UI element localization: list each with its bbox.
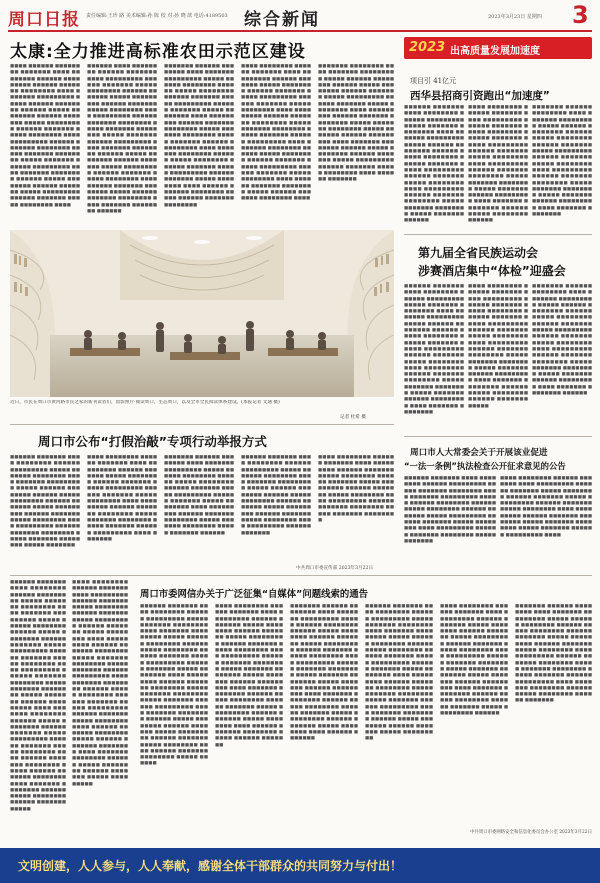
- online-body-column: ■■■■ ■■■■■■■■ ■■■■■■ ■■■■■■■ ■■■■ ■■■■■■■■■ ■■■■■■ ■■■■■■■ ■■■■■ ■■■■■■■■ ■■■■■■ ■■■■■■■ ■■■■■ ■■■■■■■■■ ■■■■■■ ■■■■■■■ ■■■■■ ■■■■■■■■ ■■■■ ■■■■■■■■■ ■■■■■■ ■■■■■■■ ■■■■■■■■ ■■■■■ ■■■■■■■ ■■■■■■■■ ■■■■■ ■■■■■■■ ■■■■■■ ■■■■■■■■■ ■■■■ ■■■■■■■ ■■■■■■■■ ■■■■■■ ■■■■■ ■■■■■■■■ ■■■■■■ ■■■■■■■ ■■■■■ ■■■■■■■■■ ■■■■■■: [440, 604, 508, 717]
- library-photo: [10, 230, 394, 397]
- banner-prefix: 2023: [409, 40, 446, 55]
- sports-body-column: ■■■■ ■■■■■■■■ ■■■■■■ ■■■■■■■ ■■■■ ■■■■■■■■■ ■■■■■■ ■■■■■■■ ■■■■■ ■■■■■■■■ ■■■■■■ ■■■■■■■ ■■■■■ ■■■■■■■■■ ■■■■■■ ■■■■■■■ ■■■■■ ■■■■■■■■ ■■■■ ■■■■■■■■■ ■■■■■■ ■■■■■■■ ■■■■■■■■ ■■■■■ ■■■■■■■ ■■■■■■■■ ■■■■■ ■■■■■■■ ■■■■■■ ■■■■■■■■■ ■■■■ ■■■■■■■ ■■■■■■■■ ■■■■■■ ■■■■■ ■■■■■■■■ ■■■■■■ ■■■■■■■ ■■■■■: [468, 284, 528, 409]
- section-divider: [10, 424, 394, 425]
- high-quality-banner: [404, 37, 592, 59]
- sports-body-columns: [404, 284, 592, 432]
- footer-slogan: 文明创建，人人参与，人人奉献，感谢全体干部群众的共同努力与付出！: [18, 859, 403, 873]
- section-divider: [10, 575, 592, 576]
- xihua-body-column: ■■■■■■■ ■■■■■■ ■■■■■■■■ ■■■■ ■■■■■■■ ■■■■■■■■■ ■■■■■ ■■■■■■ ■■■■■■■■ ■■■■■■ ■■■■■ ■■■■■■■■ ■■■■■■ ■■■■■■■ ■■■■■ ■■■■■■■■■ ■■■■■■ ■■■■■■■ ■■■■■ ■■■■■■■■ ■■■■ ■■■■■■■■■ ■■■■■■ ■■■■■■■ ■■■■■■■■ ■■■■■ ■■■■■■■ ■■■■■■■■ ■■■■■ ■■■■■■■ ■■■■■■ ■■■■■■■■■ ■■■■ ■■■■■■■ ■■■■■■■■: [532, 105, 592, 218]
- sports-headline-line1: 第九届全省民族运动会: [418, 246, 539, 260]
- masthead-rule: [8, 30, 592, 32]
- footer-slogan-bar: [0, 848, 600, 883]
- xihua-body-column: ■■■■ ■■■■■■■■ ■■■■■■ ■■■■■■■ ■■■■ ■■■■■■■■■ ■■■■■■ ■■■■■■■ ■■■■■ ■■■■■■■■ ■■■■■■ ■■■■■■■ ■■■■■ ■■■■■■■■■ ■■■■■■ ■■■■■■■ ■■■■■ ■■■■■■■■ ■■■■ ■■■■■■■■■ ■■■■■■ ■■■■■■■ ■■■■■■■■ ■■■■■ ■■■■■■■ ■■■■■■■■ ■■■■■ ■■■■■■■ ■■■■■■ ■■■■■■■■■ ■■■■ ■■■■■■■ ■■■■■■■■ ■■■■■■ ■■■■■ ■■■■■■■■ ■■■■■■: [468, 105, 528, 224]
- online-body-left: [10, 580, 130, 830]
- report-body-column: ■■■■■■ ■■■■■■■ ■■■■ ■■■■■■■■ ■■■■■■ ■■■■■■■■■ ■■■■■ ■■■■■■■ ■■■■■■■■ ■■■■ ■■■■■■■ ■■■■■■■■■ ■■■■■ ■■■■■■ ■■■■■■■■ ■■■■■■ ■■■■■ ■■■■■■■■ ■■■■■■ ■■■■■■■ ■■■■■ ■■■■■■■■■ ■■■■■■ ■■■■■■■ ■■■■■ ■■■■■■■■ ■■■■ ■■■■■■■■■ ■■■■■■ ■■■■■■■: [241, 455, 311, 536]
- page-date: 2023年3月23日 星期四: [488, 14, 542, 20]
- notice-headline-line2: “一法一条例”执法检查公开征求意见的公告: [404, 461, 566, 471]
- notice-body-column: ■■■■ ■■■■■■■■ ■■■■■■ ■■■■■■■ ■■■■ ■■■■■■■■■ ■■■■■■ ■■■■■■■ ■■■■■ ■■■■■■■■ ■■■■■■ ■■■■■■■ ■■■■■ ■■■■■■■■■ ■■■■■■ ■■■■■■■ ■■■■■ ■■■■■■■■ ■■■■ ■■■■■■■■■ ■■■■■■ ■■■■■■■ ■■■■■■■■ ■■■■■ ■■■■■■■ ■■■■■■■■ ■■■■■ ■■■■■■■ ■■■■■■ ■■■■■■■■■ ■■■■: [500, 476, 592, 538]
- online-body-column: ■■■■■■ ■■■■■■■ ■■■■ ■■■■■■■■ ■■■■■■ ■■■■■■■■■ ■■■■■ ■■■■■■■ ■■■■■■■■ ■■■■ ■■■■■■■ ■■■■■■■■■ ■■■■■ ■■■■■■ ■■■■■■■■ ■■■■■■ ■■■■■ ■■■■■■■■ ■■■■■■ ■■■■■■■ ■■■■■ ■■■■■■■■■ ■■■■■■ ■■■■■■■ ■■■■■ ■■■■■■■■ ■■■■ ■■■■■■■■■ ■■■■■■ ■■■■■■■ ■■■■■■■■ ■■■■■ ■■■■■■■ ■■■■■■■■ ■■■■■ ■■■■■■■ ■■■■■■ ■■■■■■■■■ ■■■■ ■■■■■■■ ■■■■■■■■ ■■■■■■ ■■■■■ ■■■■■■■■ ■■■■■■ ■■■■■■■ ■■■■■ ■■■■■■■■■ ■■■■■■ ■■■■■■■ ■■■■■ ■■■■■■■■ ■■■■ ■■■■■■ ■■■■■■■ ■■■■■■■■ ■■■■■ ■■■■■■: [140, 604, 208, 767]
- banner-title: 出高质量发展加速度: [450, 46, 540, 57]
- sports-headline-line2: 涉赛酒店集中“体检”迎盛会: [418, 264, 566, 278]
- xihua-headline: 西华县招商引资跑出“加速度”: [410, 90, 550, 102]
- photo-credit: 记者 杜希 摄: [340, 415, 366, 420]
- masthead: [0, 0, 600, 30]
- lead-body-column: ■■■■ ■■■■■■ ■■■■■■■■ ■■■■■■■ ■■■■ ■■■■■■■■ ■■■■■■ ■■■■■■■■■ ■■■■■■ ■■■■■■■ ■■■■■■■■ ■■■■ ■■■■■■■ ■■■■■■■■■ ■■■■■ ■■■■■■ ■■■■■■■■ ■■■■■■ ■■■■■ ■■■■■■■■ ■■■■■■ ■■■■■■■ ■■■■■ ■■■■■■■■■ ■■■■■■ ■■■■■■■ ■■■■■ ■■■■■■■■ ■■■■ ■■■■■■■■■ ■■■■■■ ■■■■■■■ ■■■■■■■■ ■■■■■ ■■■■■■■ ■■■■■■■■ ■■■■■ ■■■■■■■ ■■■■■■ ■■■■■■■■■ ■■■■ ■■■■■■■ ■■■■■■■■ ■■■■■■ ■■■■■ ■■■■■■■■ ■■■■■■ ■■■■■■■ ■■■■■ ■■■■■■■■■ ■■■■■■ ■■■■■■■ ■■■■■ ■■■■■■■■ ■■■■: [10, 64, 80, 208]
- sports-body-column: ■■■■■■ ■■■■■■■ ■■■■ ■■■■■■■■ ■■■■■■ ■■■■■■■■■ ■■■■■ ■■■■■■■ ■■■■■■■■ ■■■■ ■■■■■■■ ■■■■■■■■■ ■■■■■ ■■■■■■ ■■■■■■■■ ■■■■■■ ■■■■■ ■■■■■■■■ ■■■■■■ ■■■■■■■ ■■■■■ ■■■■■■■■■ ■■■■■■ ■■■■■■■ ■■■■■ ■■■■■■■■ ■■■■ ■■■■■■■■■ ■■■■■■ ■■■■■■■ ■■■■■■■■ ■■■■■ ■■■■■■■ ■■■■■■■■ ■■■■■ ■■■■■■■ ■■■■■■ ■■■■■■■■■ ■■■■ ■■■■■■■ ■■■■■■■■: [404, 284, 464, 415]
- sports-body-column: ■■■■■■■ ■■■■■■ ■■■■■■■■ ■■■■ ■■■■■■■ ■■■■■■■■■ ■■■■■ ■■■■■■ ■■■■■■■■ ■■■■■■ ■■■■■ ■■■■■■■■ ■■■■■■ ■■■■■■■ ■■■■■ ■■■■■■■■■ ■■■■■■ ■■■■■■■ ■■■■■ ■■■■■■■■ ■■■■ ■■■■■■■■■ ■■■■■■ ■■■■■■■ ■■■■■■■■ ■■■■■ ■■■■■■■ ■■■■■■■■ ■■■■■ ■■■■■■■ ■■■■■■ ■■■■■■■■■ ■■■■ ■■■■■■■ ■■■■■■■■ ■■■■■■: [532, 284, 592, 397]
- report-body-column: ■■■■■■ ■■■■■■■ ■■■■ ■■■■■■■■ ■■■■■■ ■■■■■■■■■ ■■■■■ ■■■■■■■ ■■■■■■■■ ■■■■ ■■■■■■■ ■■■■■■■■■ ■■■■■ ■■■■■■ ■■■■■■■■ ■■■■■■ ■■■■■ ■■■■■■■■ ■■■■■■ ■■■■■■■ ■■■■■ ■■■■■■■■■ ■■■■■■ ■■■■■■■ ■■■■■ ■■■■■■■■ ■■■■ ■■■■■■■■■ ■■■■■■ ■■■■■■■ ■■■■■■■■ ■■■■■ ■■■■■■■ ■■■■■■■■ ■■■■■ ■■■■■■■: [10, 455, 80, 549]
- lead-headline: 太康:全力推进高标准农田示范区建设: [10, 42, 306, 62]
- report-headline: 周口市公布“打假治敲”专项行动举报方式: [38, 434, 267, 449]
- page-number: 3: [572, 1, 589, 29]
- notice-body-column: ■■■■■■ ■■■■■■■ ■■■■ ■■■■■■■■ ■■■■■■ ■■■■■■■■■ ■■■■■ ■■■■■■■ ■■■■■■■■ ■■■■ ■■■■■■■ ■■■■■■■■■ ■■■■■ ■■■■■■ ■■■■■■■■ ■■■■■■ ■■■■■ ■■■■■■■■ ■■■■■■ ■■■■■■■ ■■■■■ ■■■■■■■■■ ■■■■■■ ■■■■■■■ ■■■■■ ■■■■■■■■ ■■■■ ■■■■■■■■■ ■■■■■■ ■■■■■■■ ■■■■■■■■ ■■■■■ ■■■■■■■: [404, 476, 496, 544]
- right-divider: [404, 436, 592, 437]
- xihua-kicker: 项目引 41亿元: [410, 77, 457, 85]
- online-body-column: ■■■■■■■ ■■■■■■ ■■■■■■■■ ■■■■ ■■■■■■■ ■■■■■■■■■ ■■■■■ ■■■■■■ ■■■■■■■■ ■■■■■■ ■■■■■ ■■■■■■■■ ■■■■■■ ■■■■■■■ ■■■■■ ■■■■■■■■■ ■■■■■■ ■■■■■■■ ■■■■■ ■■■■■■■■ ■■■■ ■■■■■■■■■ ■■■■■■ ■■■■■■■ ■■■■■■■■ ■■■■■ ■■■■■■■ ■■■■■■■■ ■■■■■ ■■■■■■■ ■■■■■■ ■■■■■■■■■ ■■■■ ■■■■■■■ ■■■■■■■■ ■■■■■■ ■■■■■ ■■■■■■■■ ■■■■■■ ■■■■■■■: [515, 604, 592, 704]
- photo-caption: 近日，市民在周口市黄河路市民之家的新刊读者们，留影照片·阅读周口，生态周口，以及全市全民阅读体系建设。(本报记者 文通 摄): [10, 400, 280, 405]
- right-divider: [404, 234, 592, 235]
- report-body-columns: [10, 455, 394, 563]
- report-body-column: ■■■■ ■■■■■■■■ ■■■■■■ ■■■■■■■ ■■■■ ■■■■■■■■■ ■■■■■■ ■■■■■■■ ■■■■■ ■■■■■■■■ ■■■■■■ ■■■■■■■ ■■■■■ ■■■■■■■■■ ■■■■■■ ■■■■■■■ ■■■■■ ■■■■■■■■ ■■■■ ■■■■■■■■■ ■■■■■■ ■■■■■■■ ■■■■■■■■ ■■■■■ ■■■■■■■ ■■■■■■■■: [318, 455, 394, 523]
- xihua-body-columns: [404, 105, 592, 230]
- online-headline: 周口市委网信办关于广泛征集“自媒体”问题线索的通告: [140, 589, 368, 600]
- library-photo-image: [10, 230, 394, 397]
- lead-body-columns: [10, 64, 394, 226]
- xihua-body-column: ■■■■■■ ■■■■■■■ ■■■■ ■■■■■■■■ ■■■■■■ ■■■■■■■■■ ■■■■■ ■■■■■■■ ■■■■■■■■ ■■■■ ■■■■■■■ ■■■■■■■■■ ■■■■■ ■■■■■■ ■■■■■■■■ ■■■■■■ ■■■■■ ■■■■■■■■ ■■■■■■ ■■■■■■■ ■■■■■ ■■■■■■■■■ ■■■■■■ ■■■■■■■ ■■■■■ ■■■■■■■■ ■■■■ ■■■■■■■■■ ■■■■■■ ■■■■■■■ ■■■■■■■■ ■■■■■ ■■■■■■■ ■■■■■■■■ ■■■■■ ■■■■■■■ ■■■■■■: [404, 105, 464, 224]
- notice-headline-line1: 周口市人大常委会关于开展该业促进: [410, 448, 548, 458]
- online-body-column: ■■■■■■■ ■■■■■■ ■■■■■■■■ ■■■■ ■■■■■■■ ■■■■■■■■■ ■■■■■ ■■■■■■ ■■■■■■■■ ■■■■■■ ■■■■■ ■■■■■■■■ ■■■■■■ ■■■■■■■ ■■■■■ ■■■■■■■■■ ■■■■■■ ■■■■■■■ ■■■■■ ■■■■■■■■ ■■■■ ■■■■■■■■■ ■■■■■■ ■■■■■■■ ■■■■■■■■ ■■■■■ ■■■■■■■ ■■■■■■■■ ■■■■■ ■■■■■■■ ■■■■■■ ■■■■■■■■■ ■■■■ ■■■■■■■ ■■■■■■■■ ■■■■■■ ■■■■■ ■■■■■■■■ ■■■■■■ ■■■■■■■ ■■■■■ ■■■■■■■■■ ■■■■■■ ■■■■■■■ ■■■■■ ■■■■■■■■ ■■■■ ■■■■■■ ■■■■■■■: [290, 604, 358, 742]
- notice-body-columns: [404, 476, 592, 566]
- report-body-column: ■■■■ ■■■■■■■■ ■■■■■■ ■■■■■■■ ■■■■ ■■■■■■■■■ ■■■■■■ ■■■■■■■ ■■■■■ ■■■■■■■■ ■■■■■■ ■■■■■■■ ■■■■■ ■■■■■■■■■ ■■■■■■ ■■■■■■■ ■■■■■ ■■■■■■■■ ■■■■ ■■■■■■■■■ ■■■■■■ ■■■■■■■ ■■■■■■■■ ■■■■■ ■■■■■■■ ■■■■■■■■ ■■■■■ ■■■■■■■ ■■■■■■ ■■■■■■■■■ ■■■■ ■■■■■■■: [87, 455, 157, 542]
- online-body-column: ■■■■ ■■■■■■■■ ■■■■■■ ■■■■■■■ ■■■■ ■■■■■■■■■ ■■■■■■ ■■■■■■■ ■■■■■ ■■■■■■■■ ■■■■■■ ■■■■■■■ ■■■■■ ■■■■■■■■■ ■■■■■■ ■■■■■■■ ■■■■■ ■■■■■■■■ ■■■■ ■■■■■■■■■ ■■■■■■ ■■■■■■■ ■■■■■■■■ ■■■■■ ■■■■■■■ ■■■■■■■■ ■■■■■ ■■■■■■■ ■■■■■■ ■■■■■■■■■ ■■■■ ■■■■■■■ ■■■■■■■■ ■■■■■■ ■■■■■ ■■■■■■■■ ■■■■■■ ■■■■■■■ ■■■■■ ■■■■■■■■■ ■■■■■■ ■■■■■■■ ■■■■■ ■■■■■■■■ ■■■■ ■■■■■■ ■■■■■■■ ■■■■■■■■ ■■■■■ ■■■■■■ ■■■■■■■: [215, 604, 283, 748]
- report-body-column: ■■■■■■■ ■■■■■■ ■■■■■■■■ ■■■■ ■■■■■■■ ■■■■■■■■■ ■■■■■ ■■■■■■ ■■■■■■■■ ■■■■■■ ■■■■■ ■■■■■■■■ ■■■■■■ ■■■■■■■ ■■■■■ ■■■■■■■■■ ■■■■■■ ■■■■■■■ ■■■■■ ■■■■■■■■ ■■■■ ■■■■■■■■■ ■■■■■■ ■■■■■■■ ■■■■■■■■ ■■■■■ ■■■■■■■ ■■■■■■■■ ■■■■■ ■■■■■■■ ■■■■■■: [164, 455, 234, 536]
- lead-body-column: ■■■■■■ ■■■■ ■■■■■■■■ ■■■■■■ ■■■■■■■ ■■■■ ■■■■■■■■■ ■■■■■■ ■■■■■■■ ■■■■■ ■■■■■■■■ ■■■■■■ ■■■■■■■ ■■■■■ ■■■■■■■■■ ■■■■■■ ■■■■■■■ ■■■■■ ■■■■■■■■ ■■■■ ■■■■■■■■■ ■■■■■■ ■■■■■■■ ■■■■■■■■ ■■■■■ ■■■■■■■ ■■■■■■■■ ■■■■■ ■■■■■■■ ■■■■■■ ■■■■■■■■■ ■■■■ ■■■■■■■ ■■■■■■■■ ■■■■■■ ■■■■■ ■■■■■■■■ ■■■■■■ ■■■■■■■ ■■■■■ ■■■■■■■■■ ■■■■■■ ■■■■■■■ ■■■■■ ■■■■■■■■ ■■■■ ■■■■■■ ■■■■■■■ ■■■■■■■■ ■■■■■ ■■■■■■ ■■■■■■■ ■■■■■■■■ ■■■■ ■■■■■■■ ■■■■■■■■ ■■■■■■: [87, 64, 157, 214]
- lead-body-column: ■■■■ ■■■■■■■■ ■■■■■■ ■■■■■■■ ■■■■ ■■■■■■■■■ ■■■■■■ ■■■■■■■ ■■■■■ ■■■■■■■■ ■■■■■■ ■■■■■■■ ■■■■■ ■■■■■■■■■ ■■■■■■ ■■■■■■■ ■■■■■ ■■■■■■■■ ■■■■ ■■■■■■■■■ ■■■■■■ ■■■■■■■ ■■■■■■■■ ■■■■■ ■■■■■■■ ■■■■■■■■ ■■■■■ ■■■■■■■ ■■■■■■ ■■■■■■■■■ ■■■■ ■■■■■■■ ■■■■■■■■ ■■■■■■ ■■■■■ ■■■■■■■■ ■■■■■■ ■■■■■■■ ■■■■■ ■■■■■■■■■ ■■■■■■ ■■■■■■■ ■■■■■ ■■■■■■■■ ■■■■ ■■■■■■ ■■■■■■■ ■■■■■■■■ ■■■■■ ■■■■■■ ■■■■■■■ ■■■■■■■■ ■■■■: [241, 64, 311, 202]
- lead-body-column: ■■■■■■■ ■■■■■■ ■■■■■■■■ ■■■■ ■■■■■■■ ■■■■■■■■■ ■■■■■ ■■■■■■ ■■■■■■■■ ■■■■■■ ■■■■■ ■■■■■■■■ ■■■■■■ ■■■■■■■ ■■■■■ ■■■■■■■■■ ■■■■■■ ■■■■■■■ ■■■■■ ■■■■■■■■ ■■■■ ■■■■■■■■■ ■■■■■■ ■■■■■■■ ■■■■■■■■ ■■■■■ ■■■■■■■ ■■■■■■■■ ■■■■■ ■■■■■■■ ■■■■■■ ■■■■■■■■■ ■■■■ ■■■■■■■ ■■■■■■■■ ■■■■■■ ■■■■■ ■■■■■■■■ ■■■■■■ ■■■■■■■ ■■■■■ ■■■■■■■■■ ■■■■■■ ■■■■■■■ ■■■■■ ■■■■■■■■ ■■■■ ■■■■■■ ■■■■■■■ ■■■■■■■■ ■■■■■ ■■■■■■ ■■■■■■■ ■■■■■■■■: [164, 64, 234, 208]
- lead-body-column: ■■■■■■■ ■■■■■■■■ ■■■■ ■■■■■■■ ■■■■■■■■■ ■■■■■ ■■■■■■ ■■■■■■■■ ■■■■■■ ■■■■■ ■■■■■■■■ ■■■■■■ ■■■■■■■ ■■■■■ ■■■■■■■■■ ■■■■■■ ■■■■■■■ ■■■■■ ■■■■■■■■ ■■■■ ■■■■■■■■■ ■■■■■■ ■■■■■■■ ■■■■■■■■ ■■■■■ ■■■■■■■ ■■■■■■■■ ■■■■■ ■■■■■■■ ■■■■■■ ■■■■■■■■■ ■■■■ ■■■■■■■ ■■■■■■■■ ■■■■■■ ■■■■■ ■■■■■■■■ ■■■■■■ ■■■■■■■ ■■■■■ ■■■■■■■■■ ■■■■■■ ■■■■■■■ ■■■■■ ■■■■■■■■ ■■■■ ■■■■■■ ■■■■■■■: [318, 64, 394, 183]
- online-body-right: [140, 604, 592, 829]
- online-body-column: ■■■■■■ ■■■■■■■ ■■■■ ■■■■■■■■ ■■■■■■ ■■■■■■■■■ ■■■■■ ■■■■■■■ ■■■■■■■■ ■■■■ ■■■■■■■ ■■■■■■■■■ ■■■■■ ■■■■■■ ■■■■■■■■ ■■■■■■ ■■■■■ ■■■■■■■■ ■■■■■■ ■■■■■■■ ■■■■■ ■■■■■■■■■ ■■■■■■ ■■■■■■■ ■■■■■ ■■■■■■■■ ■■■■ ■■■■■■■■■ ■■■■■■ ■■■■■■■ ■■■■■■■■ ■■■■■ ■■■■■■■ ■■■■■■■■ ■■■■■ ■■■■■■■ ■■■■■■ ■■■■■■■■■ ■■■■ ■■■■■■■ ■■■■■■■■ ■■■■■■ ■■■■■ ■■■■■■■■ ■■■■■■ ■■■■■■■ ■■■■■ ■■■■■■■■■ ■■■■■■ ■■■■■■■ ■■■■■ ■■■■■■■■ ■■■■ ■■■■■■ ■■■■■■■ ■■■■■■■■ ■■■■■ ■■■■■■ ■■■■■■■ ■■■■■■■■ ■■■■ ■■■■■■■ ■■■■■■■■ ■■■■■■ ■■■■■ ■■■■■■■■ ■■■■■■ ■■■■■■■ ■■■■■: [10, 580, 66, 812]
- staff-credits: 责任编辑:王珍 路 美术编辑:孙 陈 校 对:孙 晓 歆 电话:4189503: [86, 13, 228, 19]
- online-body-column: ■■■■ ■■■■■■■■ ■■■■■■ ■■■■■■■ ■■■■ ■■■■■■■■■ ■■■■■■ ■■■■■■■ ■■■■■ ■■■■■■■■ ■■■■■■ ■■■■■■■ ■■■■■ ■■■■■■■■■ ■■■■■■ ■■■■■■■ ■■■■■ ■■■■■■■■ ■■■■ ■■■■■■■■■ ■■■■■■ ■■■■■■■ ■■■■■■■■ ■■■■■ ■■■■■■■ ■■■■■■■■ ■■■■■ ■■■■■■■ ■■■■■■ ■■■■■■■■■ ■■■■ ■■■■■■■ ■■■■■■■■ ■■■■■■ ■■■■■ ■■■■■■■■ ■■■■■■ ■■■■■■■ ■■■■■ ■■■■■■■■■ ■■■■■■ ■■■■■■■ ■■■■■ ■■■■■■■■ ■■■■ ■■■■■■ ■■■■■■■ ■■■■■■■■ ■■■■■ ■■■■■■ ■■■■■■■ ■■■■■■■■ ■■■■ ■■■■■■■ ■■■■■■■■ ■■■■■■ ■■■■■ ■■■■■■■■ ■■■■■■ ■■■■■■■ ■■■■■ ■■■■■■■■■: [72, 580, 128, 787]
- newspaper-logo: 周口日报: [8, 10, 80, 30]
- online-signature: 中共周口市委网络安全和信息化委员会办公室 2023年3月22日: [470, 830, 592, 835]
- section-title: 综合新闻: [244, 10, 320, 30]
- report-signature: 中共周口市委宣传部 2023年3月22日: [296, 566, 374, 571]
- online-body-column: ■■■■■■ ■■■■■■■ ■■■■ ■■■■■■■■ ■■■■■■ ■■■■■■■■■ ■■■■■ ■■■■■■■ ■■■■■■■■ ■■■■ ■■■■■■■ ■■■■■■■■■ ■■■■■ ■■■■■■ ■■■■■■■■ ■■■■■■ ■■■■■ ■■■■■■■■ ■■■■■■ ■■■■■■■ ■■■■■ ■■■■■■■■■ ■■■■■■ ■■■■■■■ ■■■■■ ■■■■■■■■ ■■■■ ■■■■■■■■■ ■■■■■■ ■■■■■■■ ■■■■■■■■ ■■■■■ ■■■■■■■ ■■■■■■■■ ■■■■■ ■■■■■■■ ■■■■■■ ■■■■■■■■■ ■■■■ ■■■■■■■ ■■■■■■■■ ■■■■■■ ■■■■■ ■■■■■■■■ ■■■■■■ ■■■■■■■ ■■■■■ ■■■■■■■■■: [365, 604, 433, 742]
